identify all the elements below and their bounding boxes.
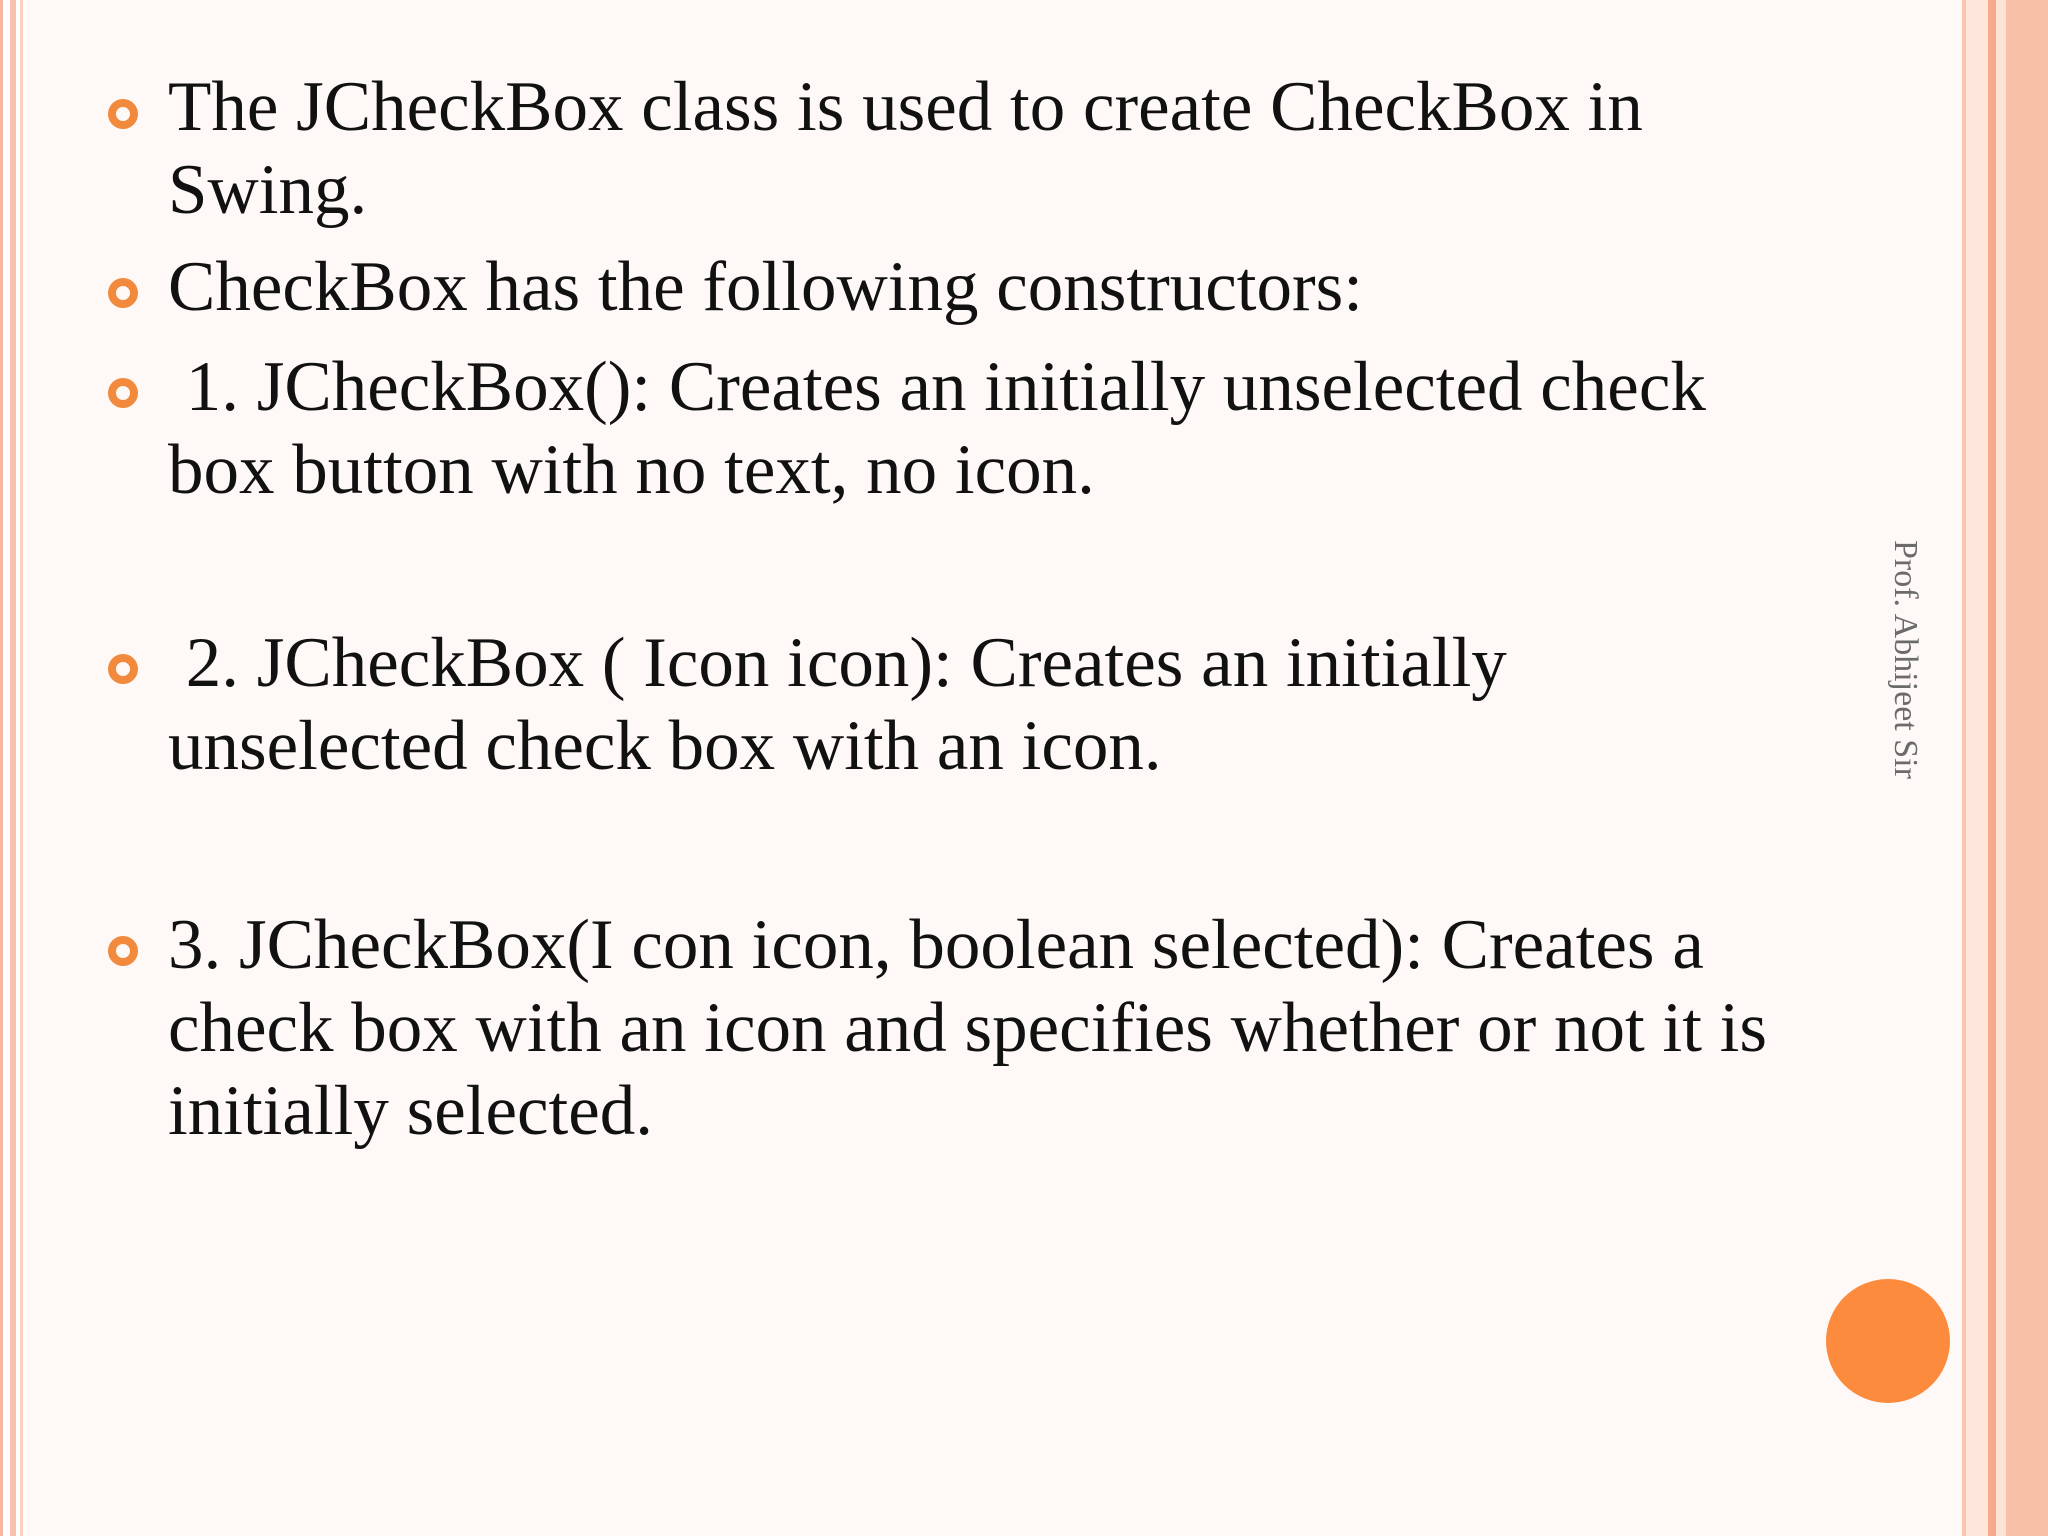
- bullet-text: 3. JCheckBox(I con icon, boolean selected): Creates a check box with an icon and specifies whether or not it is initially selected.: [168, 906, 1785, 1150]
- orange-circle-icon: [1826, 1279, 1950, 1403]
- bullet-circle-icon: [108, 378, 138, 408]
- bullet-text: CheckBox has the following constructors:: [168, 248, 1363, 326]
- author-credit: Prof. Abhijeet Sir: [1887, 540, 1924, 779]
- right-border-stripe: [1988, 0, 1996, 1536]
- bullet-circle-icon: [108, 278, 138, 308]
- right-border-stripe: [1966, 0, 1988, 1536]
- bullet-text: 1. JCheckBox(): Creates an initially unselected check box button with no text, no icon.: [168, 348, 1724, 509]
- bullet-circle-icon: [108, 936, 138, 966]
- bullet-text: The JCheckBox class is used to create CheckBox in Swing.: [168, 68, 1661, 229]
- bullet-circle-icon: [108, 99, 138, 129]
- bullet-circle-icon: [108, 654, 138, 684]
- bullet-text: 2. JCheckBox ( Icon icon): Creates an initially unselected check box with an icon.: [168, 624, 1525, 785]
- right-border-stripe: [1996, 0, 2006, 1536]
- right-border-stripe: [2006, 0, 2048, 1536]
